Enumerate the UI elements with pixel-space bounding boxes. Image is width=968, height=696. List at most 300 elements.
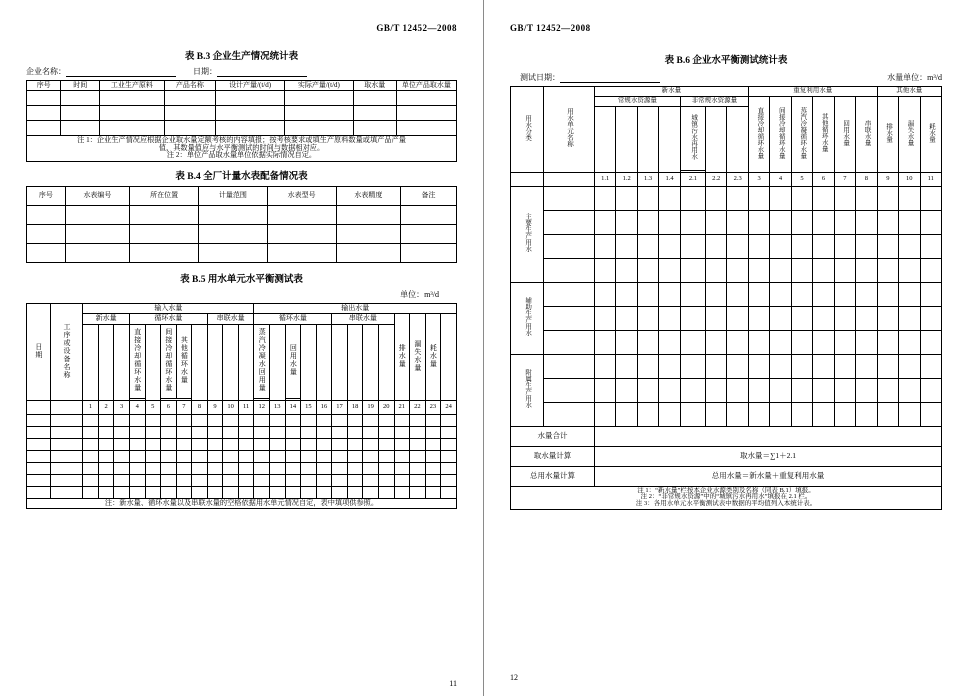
c [129,462,145,474]
c [877,186,898,210]
c [659,378,680,402]
table-row [27,91,457,106]
c [425,450,441,462]
table-b5-group-output: 输出水量 [254,304,457,314]
table-b6-new-conventional: 常规水资源量 [594,96,680,106]
c [145,438,161,450]
num: 2 [98,400,114,414]
table-b6-summary-row [511,446,942,466]
c [192,486,208,498]
table-b5-title: 表 B.5 用水单元水平衡测试表 [180,275,303,286]
c [207,486,223,498]
cell [61,106,100,121]
c [680,330,705,354]
table-b4 [26,186,457,263]
cell [396,91,456,106]
c [748,282,769,306]
c [301,486,317,498]
c [129,474,145,486]
c [27,426,51,438]
cell [401,225,457,244]
table-b6-summary-row [511,466,942,486]
blank [270,324,286,400]
c [748,186,769,210]
right-page [484,0,968,696]
blank [727,106,748,172]
table-b5-unit: 单位：m³/d [400,290,439,300]
table-b5-note: 注：新水量、循环水量以及串联水量的空格依据用水单元情况自定，表中填项供参照。 [27,498,457,509]
table-row [27,426,457,438]
c [410,438,426,450]
c [748,234,769,258]
c [705,378,726,402]
c [877,234,898,258]
num: 12 [254,400,270,414]
table-b6-unit: 水量单位：m³/d [887,73,942,82]
c [301,462,317,474]
num: 5 [145,400,161,414]
c [543,258,594,282]
table-b5-steam-condensate: 蒸汽冷凝水回用量 [254,324,270,398]
blank [378,324,394,400]
c [680,306,705,330]
blank [145,324,161,400]
table-row [27,244,457,263]
c [83,474,99,486]
c [114,450,130,462]
cell [267,244,336,263]
c [616,402,637,426]
c [727,306,748,330]
c [856,258,877,282]
table-row [27,121,457,136]
c [176,474,192,486]
c [332,438,348,450]
c [441,486,457,498]
cell [198,225,267,244]
c [285,450,301,462]
c [616,234,637,258]
table-row [511,330,942,354]
c [637,378,658,402]
table-b6-other-drain: 排水量 [877,96,898,172]
c [834,354,855,378]
num: 1.1 [594,172,615,186]
c [285,486,301,498]
c [791,186,812,210]
c [316,474,332,486]
c [594,402,615,426]
c [441,450,457,462]
c [363,486,379,498]
cell [336,206,401,225]
c [176,462,192,474]
c [270,474,286,486]
c [834,210,855,234]
table-row [511,402,942,426]
table-b3-note-1: 注 1：企业生产情况应根据企业取水量定额考核的内容填报；按考核要求或填生产原料数量或填产品产量 [77,136,406,145]
c [316,414,332,426]
num: 8 [192,400,208,414]
c [594,306,615,330]
table-row [27,438,457,450]
c [791,330,812,354]
num: 24 [441,400,457,414]
table-b6-note-3: 注 3：各用水单元水平衡测试表中数据的平均值列入本统计表。 [635,500,817,508]
c [920,258,942,282]
c [98,474,114,486]
c [176,450,192,462]
c [543,306,594,330]
c [441,414,457,426]
c [748,330,769,354]
table-b6-col-unitname: 用水单元名称 [543,87,594,173]
c [791,234,812,258]
c [637,330,658,354]
c [637,234,658,258]
table-row [27,450,457,462]
c [899,186,920,210]
c [238,486,254,498]
c [616,330,637,354]
c [114,486,130,498]
c [748,354,769,378]
blank [83,324,99,400]
table-b3-header-row [27,81,457,91]
c [705,282,726,306]
c [301,414,317,426]
c [543,330,594,354]
c [378,450,394,462]
cell [61,121,100,136]
c [270,426,286,438]
table-b6-reuse-steam: 蒸汽冷凝循环水量 [791,96,812,172]
c [378,474,394,486]
c [347,474,363,486]
table-b6-class-main: 主要生产用水 [511,186,544,282]
c [616,210,637,234]
c [270,462,286,474]
table-b3-col-5: 实际产量/(t/d) [284,81,353,91]
c [238,462,254,474]
c [425,486,441,498]
c [98,462,114,474]
c [50,450,82,462]
c [727,330,748,354]
c [410,474,426,486]
table-b3-col-1: 时间 [61,81,100,91]
c [856,210,877,234]
table-b5-out-series: 串联水量 [332,314,394,324]
blank [616,106,637,172]
c [363,438,379,450]
table-b6-total-label: 水量合计 [511,426,595,446]
c [856,330,877,354]
c [129,450,145,462]
c [856,282,877,306]
table-b5-out-consume: 耗水量 [425,314,441,400]
c [594,330,615,354]
c [254,414,270,426]
c [145,474,161,486]
table-row [511,378,942,402]
c [770,186,791,210]
c [813,306,834,330]
num: 9 [877,172,898,186]
c [727,186,748,210]
num: 8 [856,172,877,186]
c [813,282,834,306]
c [813,210,834,234]
c [316,450,332,462]
c [50,462,82,474]
c [834,402,855,426]
c [659,186,680,210]
cell [284,121,353,136]
c [877,402,898,426]
num: 1 [83,400,99,414]
table-b5 [26,303,457,509]
c [394,450,410,462]
c [770,282,791,306]
c [680,378,705,402]
c [98,486,114,498]
blank [659,106,680,172]
c [145,486,161,498]
blank [238,324,254,400]
c [791,282,812,306]
c [834,258,855,282]
c [594,378,615,402]
cell [100,91,165,106]
c [347,414,363,426]
num: 4 [770,172,791,186]
table-row [511,282,942,306]
c [899,354,920,378]
c [410,486,426,498]
c [83,426,99,438]
table-b6-reuse-direct: 直接冷却循环水量 [748,96,769,172]
c [856,306,877,330]
table-b6-class-subsidiary: 附属生产用水 [511,354,544,426]
num: 20 [378,400,394,414]
table-b5-sub-row [27,314,457,324]
c [616,354,637,378]
table-b5-in-new: 新水量 [83,314,130,324]
table-b6-class-auxiliary: 辅助生产用水 [511,282,544,354]
table-b3-col-2: 工业生产原料 [100,81,165,91]
cell [130,225,199,244]
num: 6 [813,172,834,186]
table-b6-notes-row [511,486,942,509]
blank [192,324,208,400]
cell [353,121,396,136]
num: 21 [394,400,410,414]
c [410,426,426,438]
c [616,186,637,210]
c [394,486,410,498]
c [920,186,942,210]
c [920,354,942,378]
c [254,474,270,486]
table-row [511,354,942,378]
c [791,378,812,402]
num: 5 [791,172,812,186]
cell [27,121,61,136]
table-b6-notes [511,486,942,509]
c [363,414,379,426]
c [791,402,812,426]
c [316,462,332,474]
c [770,258,791,282]
table-b6 [510,86,942,510]
c [748,306,769,330]
table-b6-intake-formula: 取水量＝∑1＋2.1 [594,446,941,466]
c [83,438,99,450]
table-b6-number-row [511,172,942,186]
cell [27,91,61,106]
c [254,486,270,498]
num: 2.2 [705,172,726,186]
table-row [511,306,942,330]
c [27,462,51,474]
c [727,210,748,234]
table-b3-notes-row [27,136,457,162]
c [285,462,301,474]
table-b3-title: 表 B.3 企业生产情况统计表 [184,52,299,62]
table-b5-sub2-row [27,324,457,398]
c [920,282,942,306]
c [254,438,270,450]
c [594,234,615,258]
cell [216,121,285,136]
c [114,462,130,474]
table-b6-note-2: 注 2：“非常规水资源”中的“城镇污水再用水”填报在 2.1 栏。 [640,493,812,501]
c [425,414,441,426]
table-b6-group-new: 新水量 [594,87,748,97]
c [176,414,192,426]
c [594,210,615,234]
c [637,402,658,426]
blank [114,324,130,400]
c [727,234,748,258]
num: 15 [301,400,317,414]
num: 1.2 [616,172,637,186]
table-b5-note-row [27,498,457,509]
c [316,438,332,450]
c [705,234,726,258]
c [332,450,348,462]
c [270,438,286,450]
table-b5-group-input: 输入水量 [83,304,254,314]
table-b4-col-3: 计量范围 [198,187,267,206]
table-b6-other-loss: 漏失水量 [899,96,920,172]
c [207,414,223,426]
c [129,486,145,498]
right-page-number: 12 [510,673,518,682]
table-b4-col-1: 水表编号 [65,187,130,206]
c [129,426,145,438]
table-b3-col-3: 产品名称 [164,81,216,91]
cell [284,91,353,106]
c [207,450,223,462]
test-date-label: 测试日期： [520,73,560,82]
table-b4-col-5: 水表精度 [336,187,401,206]
c [347,486,363,498]
table-b6-other-consume: 耗水量 [920,96,942,172]
c [727,354,748,378]
c [680,258,705,282]
table-b4-col-0: 序号 [27,187,66,206]
table-b3-notes [27,136,457,162]
c [899,282,920,306]
c [98,450,114,462]
c [161,474,177,486]
c [834,306,855,330]
table-b4-title: 表 B.4 全厂计量水表配备情况表 [175,172,308,183]
c [770,306,791,330]
cell [65,225,130,244]
table-b6-totaluse-label: 总用水量计算 [511,466,595,486]
c [27,438,51,450]
c [594,282,615,306]
cell [27,106,61,121]
num: 22 [410,400,426,414]
c [83,462,99,474]
num: 3 [114,400,130,414]
c [425,426,441,438]
c [877,354,898,378]
cell [267,206,336,225]
c [238,426,254,438]
c [378,486,394,498]
c [813,258,834,282]
table-b5-out-drain: 排水量 [394,314,410,400]
num: 14 [285,400,301,414]
blank [543,172,594,186]
c [176,486,192,498]
c [347,426,363,438]
c [680,210,705,234]
table-row [27,462,457,474]
right-page-header: GB/T 12452—2008 [510,23,591,33]
cell [353,106,396,121]
table-b5-col-unitname: 工序或设备名称 [50,304,82,401]
c [176,438,192,450]
c [877,210,898,234]
c [748,258,769,282]
c [705,354,726,378]
c [899,210,920,234]
left-page-number: 11 [449,679,457,688]
c [223,462,239,474]
c [98,414,114,426]
c [114,438,130,450]
num: 17 [332,400,348,414]
c [161,450,177,462]
c [791,354,812,378]
c [637,306,658,330]
c [637,354,658,378]
table-b3-col-0: 序号 [27,81,61,91]
c [659,402,680,426]
c [899,378,920,402]
c [410,462,426,474]
c [145,414,161,426]
c [834,234,855,258]
test-date-blank [560,73,660,83]
c [705,258,726,282]
